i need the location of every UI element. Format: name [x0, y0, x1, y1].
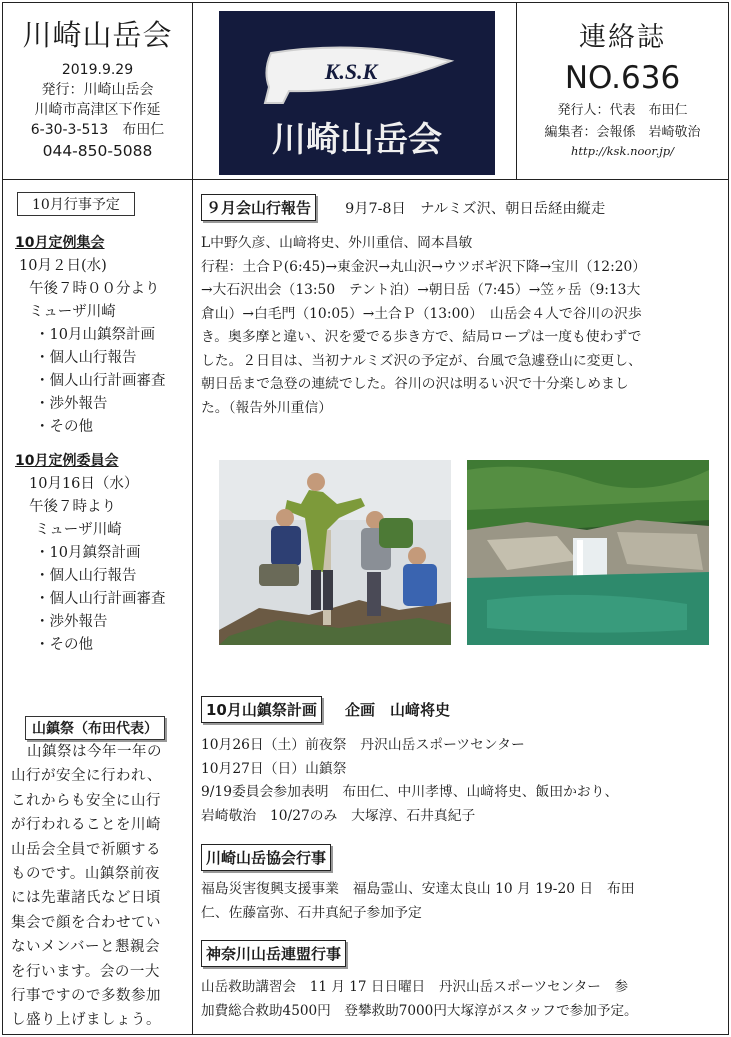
- text-line: 加費総合救助4500円 登攀救助7000円大塚淳がスタッフで参加予定。: [201, 1002, 638, 1019]
- publisher: 発行：川崎山岳会: [41, 82, 154, 98]
- list-item: ・渉外報告: [35, 614, 108, 630]
- address-line-1: 川崎市高津区下作延: [34, 102, 161, 118]
- logo-graphic: [219, 11, 495, 175]
- left-column: [2, 180, 193, 1035]
- assoc-heading: 川崎山岳協会行事: [201, 844, 331, 871]
- festival-text: [11, 740, 187, 1033]
- meeting-place: ミューザ川崎: [29, 304, 116, 320]
- masthead-right: [517, 3, 728, 179]
- waterfall-photo-graphic: [467, 460, 709, 645]
- text-line: が行われることを川崎: [11, 817, 161, 834]
- text-line: L中野久彦、山﨑将史、外川重信、岡本昌敏: [201, 235, 473, 251]
- committee-title: 10月定例委員会: [15, 453, 119, 469]
- list-item: ・個人山行報告: [35, 350, 137, 366]
- list-item: ・10月鎮祭計画: [35, 545, 141, 561]
- text-line: ないメンバーと懇親会: [11, 939, 160, 956]
- report-body: [201, 232, 725, 420]
- list-item: ・10月山鎮祭計画: [35, 327, 155, 343]
- report-heading: ９月会山行報告: [201, 194, 316, 221]
- text-line: 行事ですので多数参加: [11, 988, 161, 1005]
- text-line: 集会で顔を合わせてい: [11, 914, 161, 931]
- festival-plan-heading: 10月山鎮祭計画: [201, 696, 322, 723]
- meeting-time: 午後７時００分より: [29, 281, 160, 297]
- text-line: 岩崎敬治 10/27のみ 大塚淳、石井真紀子: [201, 807, 476, 824]
- federation-body: [201, 976, 725, 1023]
- website-link[interactable]: http://ksk.noor.jp/: [570, 144, 675, 158]
- newsletter-title: 連絡誌: [579, 22, 666, 53]
- list-item: ・個人山行計画審査: [35, 591, 166, 607]
- address-line-2: 6-30-3-513 布田仁: [30, 122, 165, 138]
- committee-place: ミューザ川崎: [35, 522, 122, 538]
- federation-heading: 神奈川山岳連盟行事: [201, 940, 346, 967]
- festival-heading: 山鎮祭（布田代表）: [25, 716, 165, 740]
- list-item: ・渉外報告: [35, 396, 108, 412]
- text-line: 10月27日（日）山鎮祭: [201, 760, 347, 777]
- masthead: [2, 2, 729, 180]
- waterfall-photo: [467, 460, 709, 645]
- logo-club-name: 川崎山岳会: [272, 120, 442, 160]
- meeting-title: 10月定例集会: [15, 235, 105, 251]
- federation-header: [201, 940, 346, 967]
- text-line: 山鎮祭は今年一年の: [27, 744, 162, 760]
- editor: 編集者：会報係 岩崎敬治: [544, 125, 701, 140]
- festival-plan-body: [201, 734, 725, 828]
- summit-photo-graphic: [219, 460, 451, 645]
- phone-number: 044-850-5088: [42, 142, 153, 160]
- text-line: には先輩諸氏など日頃: [11, 890, 161, 907]
- list-item: ・その他: [35, 419, 93, 435]
- club-logo: [219, 11, 495, 175]
- text-line: し盛り上げましょう。: [11, 1012, 161, 1029]
- list-item: ・その他: [35, 637, 93, 653]
- text-line: 仁、佐藤富弥、石井真紀子参加予定: [201, 904, 422, 921]
- assoc-header: [201, 844, 331, 871]
- issuer: 発行人：代表 布田仁: [557, 103, 688, 118]
- summit-group-photo: [219, 460, 451, 645]
- list-item: ・個人山行報告: [35, 568, 137, 584]
- text-line: を行います。会の一大: [11, 963, 160, 980]
- text-line: した。２日目は、当初ナルミズ沢の予定が、台風で急遽登山に変更し、: [201, 352, 642, 369]
- text-line: き。奥多摩と違い、沢を愛でる歩き方で、結局ロープは一度も使わずで: [201, 329, 642, 345]
- club-name: 川崎山岳会: [22, 18, 173, 52]
- list-item: ・個人山行計画審査: [35, 373, 166, 389]
- festival-section: [11, 704, 165, 740]
- issue-date: 2019.9.29: [61, 62, 134, 78]
- meeting-date: 10月２日(水): [19, 258, 107, 274]
- text-line: 山行が安全に行われ、: [11, 768, 162, 785]
- committee-time: 午後７時より: [29, 499, 116, 515]
- committee-date: 10月16日（水）: [29, 476, 139, 492]
- right-column: [193, 180, 729, 1035]
- report-header: [201, 194, 605, 222]
- text-line: →大石沢出会（13:50 テント泊）→朝日岳（7:45）→笠ヶ岳（9:13大: [201, 282, 641, 298]
- text-line: 山岳救助講習会 11 月 17 日日曜日 丹沢山岳スポーツセンター 参: [201, 979, 629, 995]
- issue-number: NO.636: [564, 60, 681, 96]
- masthead-left: [3, 3, 193, 179]
- text-line: 行程：土合Ｐ(6:45)→東金沢→丸山沢→ウツボギ沢下降→宝川（12:20）: [201, 258, 647, 275]
- festival-plan-header: [201, 696, 450, 723]
- logo-initials: K.S.K: [324, 59, 378, 84]
- text-line: これからも安全に山行: [11, 792, 161, 809]
- festival-plan-subtitle: 企画 山﨑将史: [344, 701, 450, 719]
- assoc-body: [201, 878, 725, 925]
- text-line: 10月26日（土）前夜祭 丹沢山岳スポーツセンター: [201, 737, 525, 753]
- text-line: 山岳会全員で祈願する: [11, 841, 161, 858]
- text-line: 福島災害復興支援事業 福島霊山、安達太良山 10 月 19-20 日 布田: [201, 881, 635, 897]
- text-line: 9/19委員会参加表明 布田仁、中川孝博、山﨑将史、飯田かおり、: [201, 784, 619, 800]
- committee-meeting: [15, 450, 185, 657]
- text-line: 朝日岳まで急登の連続でした。谷川の沢は明るい沢で十分楽しめまし: [201, 376, 629, 392]
- report-subtitle: 9月7-8日 ナルミズ沢、朝日岳経由縦走: [345, 201, 606, 217]
- schedule-heading: 10月行事予定: [17, 192, 135, 216]
- text-line: ものです。山鎮祭前夜: [11, 866, 160, 883]
- monthly-meeting: [15, 232, 185, 439]
- text-line: 倉山）→白毛門（10:05）→土合Ｐ（13:00） 山岳会４人で谷川の沢歩: [201, 305, 642, 322]
- text-line: た。（報告外川重信）: [201, 399, 333, 416]
- masthead-logo-area: [193, 3, 517, 179]
